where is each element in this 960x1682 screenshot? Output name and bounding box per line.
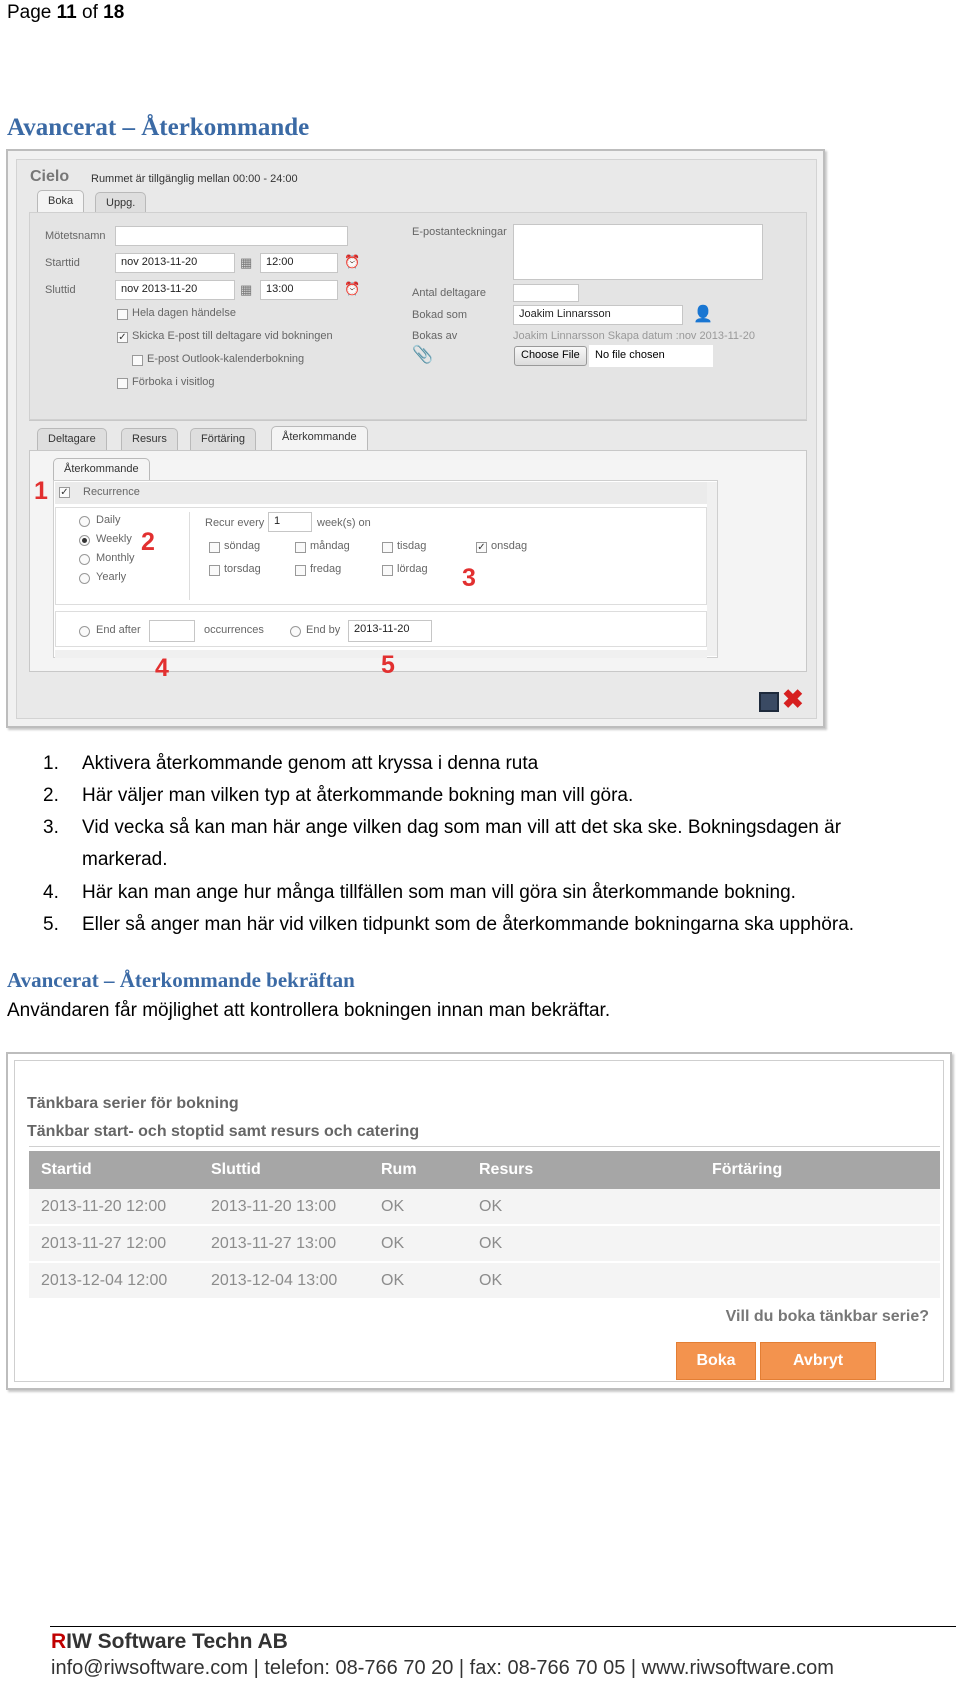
booked-by-info: Joakim Linnarsson Skapa datum :nov 2013-11-20 [513, 330, 755, 342]
start-label: Starttid [45, 257, 80, 269]
vertical-scrollbar[interactable] [707, 482, 717, 656]
calendar-icon[interactable]: ▦ [240, 282, 253, 297]
day-checkbox-torsdag[interactable] [209, 565, 220, 576]
dialog-subtitle: Tänkbar start- och stoptid samt resurs och catering [27, 1123, 420, 1140]
tab-uppg[interactable]: Uppg. [95, 192, 146, 214]
booked-by-label: Bokas av [412, 330, 458, 342]
tab-aterkommande[interactable]: Återkommande [271, 426, 368, 450]
send-email-checkbox[interactable]: ✓ [118, 332, 127, 343]
dialog-title: Tänkbara serier för bokning [27, 1095, 239, 1112]
footer-divider [50, 1626, 956, 1627]
yearly-radio[interactable] [79, 573, 90, 584]
email-notes-input[interactable] [513, 224, 763, 280]
day-label-mandag: måndag [310, 540, 350, 552]
confirm-question: Vill du boka tänkbar serie? [725, 1308, 929, 1325]
table-cell: OK [381, 1198, 405, 1215]
marker-4: 4 [155, 654, 169, 682]
subtab-aterkommande[interactable]: Återkommande [53, 458, 150, 480]
day-checkbox-mandag[interactable] [295, 542, 306, 553]
tab-fortaring[interactable]: Förtäring [190, 428, 256, 450]
outlook-checkbox[interactable] [132, 355, 143, 366]
day-label-fredag: fredag [310, 563, 342, 575]
table-cell: OK [479, 1235, 503, 1252]
marker-2: 2 [141, 528, 155, 556]
confirm-dialog [14, 1060, 944, 1382]
marker-3: 3 [462, 564, 476, 592]
section-title-recurring: Avancerat – Återkommande [7, 114, 310, 141]
column-header: Förtäring [712, 1161, 783, 1178]
availability-text: Rummet är tillgänglig mellan 00:00 - 24:00 [91, 173, 298, 185]
recurrence-header [55, 482, 707, 504]
marker-1: 1 [34, 477, 48, 505]
all-day-label: Hela dagen händelse [132, 307, 236, 319]
day-checkbox-onsdag[interactable]: ✓ [477, 542, 486, 553]
end-after-radio[interactable] [79, 626, 90, 637]
occurrences-label: occurrences [204, 624, 264, 636]
day-checkbox-sondag[interactable] [209, 542, 220, 553]
avbryt-button[interactable]: Avbryt [760, 1342, 876, 1380]
table-cell: 2013-12-04 12:00 [41, 1272, 168, 1289]
booked-as-label: Bokad som [412, 309, 468, 321]
recurrence-form-screenshot [6, 149, 825, 728]
table-cell: 2013-12-04 13:00 [211, 1272, 338, 1289]
table-row [29, 1226, 940, 1263]
daily-radio[interactable] [79, 516, 90, 527]
day-checkbox-tisdag[interactable] [382, 542, 393, 553]
day-checkbox-fredag[interactable] [295, 565, 306, 576]
table-cell: OK [381, 1235, 405, 1252]
end-by-input[interactable]: 2013-11-20 [348, 620, 432, 642]
weekly-radio[interactable] [79, 535, 90, 546]
end-time-input[interactable]: 13:00 [260, 280, 338, 300]
meeting-name-label: Mötetsnamn [45, 230, 106, 242]
page-number: Page 11 of 18 [7, 2, 125, 23]
visitlog-checkbox[interactable] [117, 378, 128, 389]
occurrences-input[interactable] [149, 620, 195, 642]
choose-file-button[interactable]: Choose File [514, 346, 587, 366]
column-header: Startid [41, 1161, 92, 1178]
table-cell: 2013-11-20 13:00 [211, 1198, 337, 1215]
table-header [29, 1151, 940, 1189]
marker-5: 5 [381, 651, 395, 679]
app-logo: Cielo [30, 168, 70, 185]
company-name: RIW Software Techn AB [51, 1630, 288, 1653]
daily-label: Daily [96, 514, 121, 526]
clock-icon[interactable]: ⏰ [344, 281, 361, 296]
divider [29, 1146, 940, 1147]
recur-every-input[interactable]: 1 [268, 512, 312, 532]
series-table [29, 1151, 940, 1300]
table-cell: 2013-11-27 12:00 [41, 1235, 167, 1252]
day-label-onsdag: onsdag [491, 540, 528, 552]
day-label-torsdag: torsdag [224, 563, 261, 575]
section-title-confirm: Avancerat – Återkommande bekräftan [7, 968, 355, 992]
attendee-count-label: Antal deltagare [412, 287, 486, 299]
outlook-label: E-post Outlook-kalenderbokning [147, 353, 305, 365]
end-date-input[interactable]: nov 2013-11-20 [115, 280, 235, 300]
column-header: Sluttid [211, 1161, 261, 1178]
start-date-input[interactable]: nov 2013-11-20 [115, 253, 235, 273]
weeks-on-label: week(s) on [317, 517, 371, 529]
calendar-icon[interactable]: ▦ [240, 255, 253, 270]
person-icon[interactable]: 👤 [693, 306, 713, 323]
tab-deltagare[interactable]: Deltagare [37, 428, 107, 450]
tab-boka[interactable]: Boka [37, 190, 84, 212]
recur-every-label: Recur every [205, 517, 265, 529]
all-day-checkbox[interactable] [117, 309, 128, 320]
table-row [29, 1263, 940, 1300]
monthly-label: Monthly [96, 552, 135, 564]
attachment-icon: 📎 [412, 345, 434, 364]
start-time-input[interactable]: 12:00 [260, 253, 338, 273]
end-label: Sluttid [45, 284, 76, 296]
clock-icon[interactable]: ⏰ [344, 254, 361, 269]
yearly-label: Yearly [96, 571, 127, 583]
attendee-count-input[interactable] [513, 284, 579, 302]
booking-form-panel [16, 159, 817, 719]
table-cell: OK [381, 1272, 405, 1289]
day-label-sondag: söndag [224, 540, 261, 552]
table-cell: OK [479, 1198, 503, 1215]
tab-resurs[interactable]: Resurs [121, 428, 178, 450]
meeting-name-input[interactable] [115, 226, 348, 246]
recurrence-checkbox[interactable]: ✓ [60, 487, 69, 498]
table-cell: 2013-11-27 13:00 [211, 1235, 337, 1252]
recurrence-label: Recurrence [83, 486, 140, 498]
end-by-label: End by [306, 624, 341, 636]
contact-info: info@riwsoftware.com | telefon: 08-766 70 20 | fax: 08-766 70 05 | www.riwsoftware.com [51, 1657, 834, 1679]
confirm-dialog-screenshot [6, 1052, 952, 1390]
visitlog-label: Förboka i visitlog [132, 376, 215, 388]
weekly-label: Weekly [96, 533, 132, 545]
email-notes-label: E-postanteckningar [412, 226, 507, 238]
section-intro: Användaren får möjlighet att kontrollera bokningen innan man bekräftar. [7, 1000, 611, 1021]
no-file-text: No file chosen [589, 345, 713, 367]
boka-button[interactable]: Boka [676, 1342, 756, 1380]
day-label-lordag: lördag [397, 563, 428, 575]
column-header: Rum [381, 1161, 417, 1178]
end-by-radio[interactable] [290, 626, 301, 637]
column-header: Resurs [479, 1161, 534, 1178]
day-label-tisdag: tisdag [397, 540, 427, 552]
send-email-label: Skicka E-post till deltagare vid bokningen [132, 330, 333, 342]
close-icon[interactable]: ✖ [782, 684, 804, 714]
table-cell: 2013-11-20 12:00 [41, 1198, 167, 1215]
table-cell: OK [479, 1272, 503, 1289]
save-icon[interactable] [759, 692, 779, 712]
day-checkbox-lordag[interactable] [382, 565, 393, 576]
divider [29, 420, 807, 421]
table-row [29, 1189, 940, 1226]
pattern-divider [189, 512, 190, 600]
booked-as-input[interactable]: Joakim Linnarsson [513, 305, 683, 325]
end-after-label: End after [96, 624, 141, 636]
monthly-radio[interactable] [79, 554, 90, 565]
